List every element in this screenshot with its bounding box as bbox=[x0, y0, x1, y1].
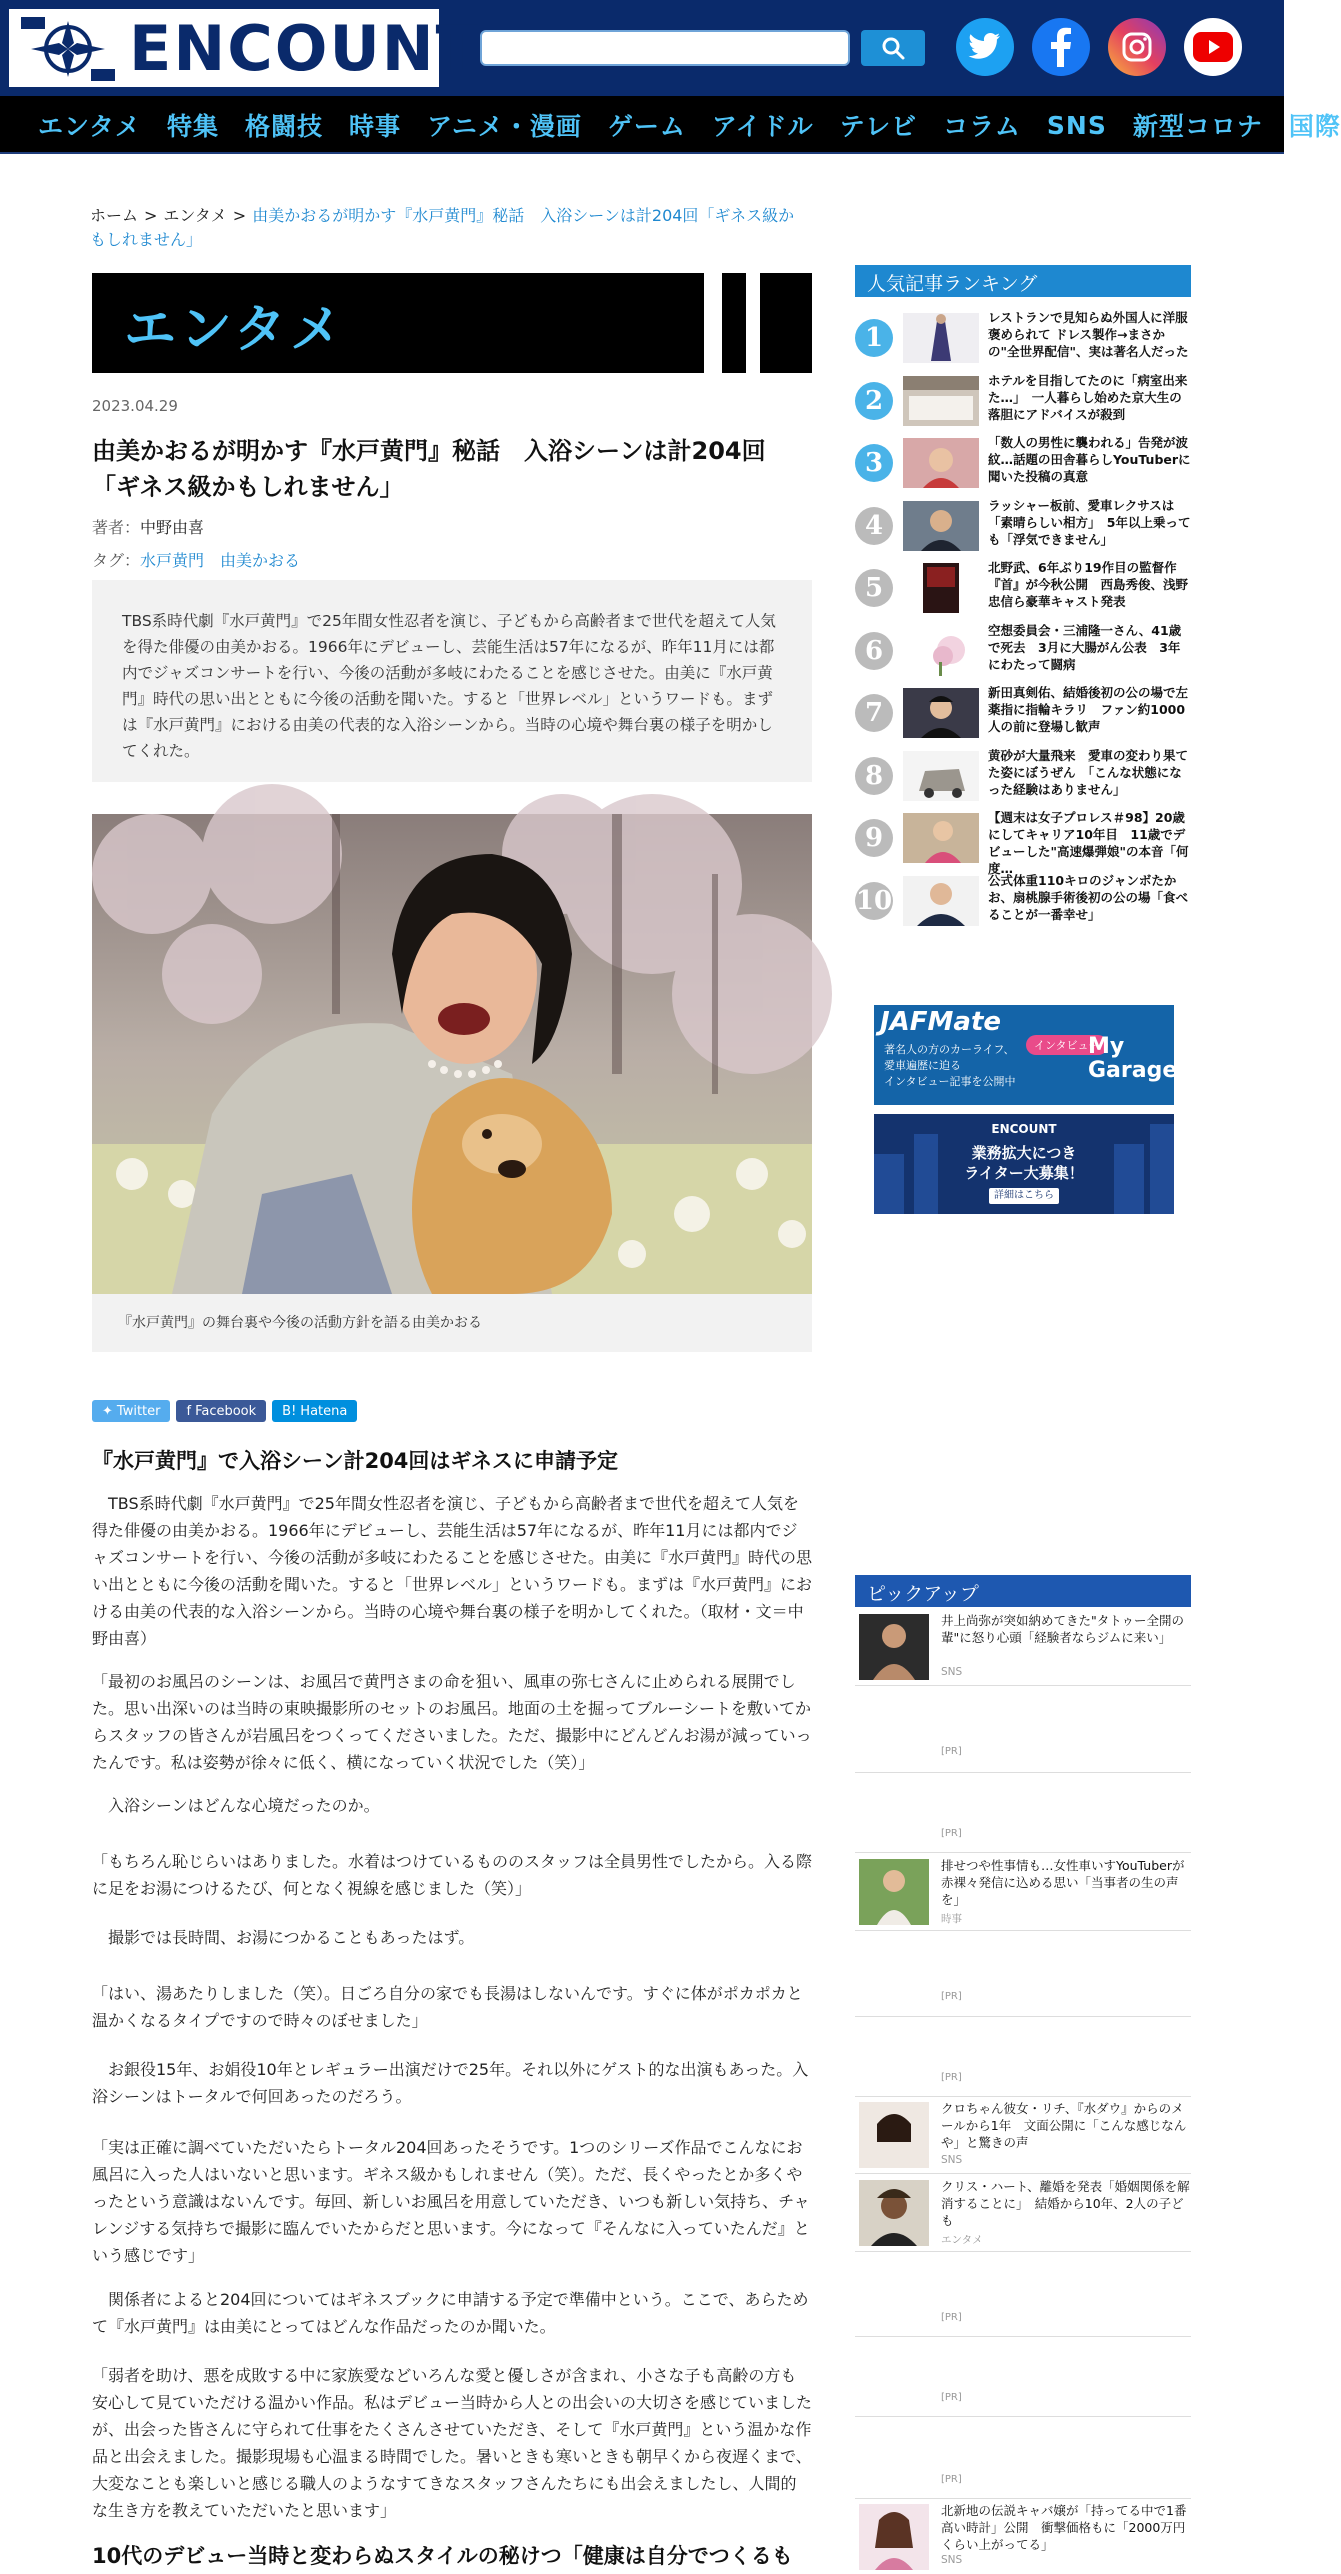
banner-stripe bbox=[704, 273, 722, 373]
ad2-line2: ライター大募集！ bbox=[964, 1164, 1084, 1182]
ad-jafmate-banner[interactable] bbox=[874, 1005, 1178, 1105]
ranking-item[interactable] bbox=[855, 309, 1191, 365]
divider bbox=[855, 2416, 1191, 2417]
share-hatena-button[interactable] bbox=[272, 1400, 357, 1422]
pickup-category: SNS bbox=[941, 2154, 963, 2166]
ranking-item[interactable] bbox=[855, 872, 1191, 928]
divider bbox=[855, 2336, 1191, 2337]
pr-label: [PR] bbox=[941, 1991, 962, 2002]
article-paragraph: 入浴シーンはどんな心境だったのか。 bbox=[92, 1796, 380, 1815]
ranking-item[interactable] bbox=[855, 497, 1191, 553]
thumbnail-image bbox=[859, 1614, 929, 1680]
nav-item-jiji[interactable]: 時事 bbox=[349, 112, 402, 141]
rank-thumbnail bbox=[903, 876, 979, 926]
ranking-item[interactable] bbox=[855, 559, 1191, 615]
nav-item-anime[interactable]: アニメ・漫画 bbox=[427, 112, 582, 141]
pickup-category: SNS bbox=[941, 1666, 963, 1678]
category-banner bbox=[92, 273, 812, 373]
category-banner-title: エンタメ bbox=[124, 300, 346, 360]
article-summary: TBS系時代劇『水戸黄門』で25年間女性忍者を演じ、子どもから高齢者まで世代を超えて人気を得た俳優の由美かおる。1966年にデビューし、芸能生活は57年になるが、昨年11月には都内でジャズコンサートを行い、今後の活動が多岐にわたることを感じさせた。由美に『水戸黄門』時代の思い出とともに今後の活動を聞いた。すると「世界レベル」というワードも。まずは『水戸黄門』における由美の代表的な入浴シーンから。当時の心境や舞台裏の様子を明かしてくれた。 bbox=[92, 580, 812, 782]
rank-badge: 9 bbox=[855, 819, 893, 857]
breadcrumb-current[interactable]: 由美かおるが明かす『水戸黄門』秘話 入浴シーンは計204回「ギネス級かもしれません」 bbox=[90, 206, 795, 249]
rank-thumbnail bbox=[903, 438, 979, 488]
rank-title: 公式体重110キロのジャンボたかお、扇桃腺手術後初の公の場「食べることが一番幸せ」 bbox=[988, 873, 1189, 922]
pickup-title: 排せつや性事情も…女性車いすYouTuberが赤裸々発信に込める思い「当事者の生の声を」 bbox=[941, 1858, 1185, 1907]
rank-thumbnail bbox=[903, 626, 979, 676]
thumbnail-image bbox=[859, 2102, 929, 2168]
twitter-link[interactable] bbox=[956, 18, 1014, 76]
nav-item-corona[interactable]: 新型コロナ bbox=[1132, 112, 1263, 141]
nav-item-kokusai[interactable]: 国際 bbox=[1288, 112, 1341, 141]
rank-badge: 2 bbox=[855, 382, 893, 420]
thumbnail-image bbox=[903, 876, 979, 926]
site-logo[interactable] bbox=[6, 6, 480, 90]
pickup-thumbnail bbox=[859, 1859, 929, 1925]
article-photo bbox=[92, 814, 812, 1294]
pickup-thumbnail bbox=[859, 2180, 929, 2246]
rank-thumbnail bbox=[903, 813, 979, 863]
article-tags bbox=[92, 548, 316, 571]
divider bbox=[855, 2498, 1191, 2499]
pickup-category: エンタメ bbox=[941, 2234, 983, 2246]
pickup-category: 時事 bbox=[941, 1913, 962, 1925]
facebook-icon bbox=[1050, 27, 1072, 67]
rank-title: ホテルを目指してたのに「病室出来た…」 一人暮らし始めた京大生の落胆にアドバイスが殺到 bbox=[988, 373, 1188, 422]
pr-label: [PR] bbox=[941, 2072, 962, 2083]
headline-line2: 「ギネス級かもしれません」 bbox=[92, 473, 404, 501]
photo-caption: 『水戸黄門』の舞台裏や今後の活動方針を語る由美かおる bbox=[92, 1294, 812, 1352]
instagram-icon bbox=[1121, 31, 1153, 63]
article-subheading: 『水戸黄門』で入浴シーン計204回はギネスに申請予定 bbox=[92, 1449, 618, 1473]
thumbnail-image bbox=[903, 376, 979, 426]
share-twitter-label: Twitter bbox=[116, 1403, 161, 1419]
rank-badge: 5 bbox=[855, 569, 893, 607]
nav-item-column[interactable]: コラム bbox=[943, 112, 1021, 141]
pickup-item[interactable] bbox=[855, 2500, 1191, 2568]
ranking-header: 人気記事ランキング bbox=[855, 265, 1191, 297]
ranking-item[interactable] bbox=[855, 809, 1191, 876]
pickup-title: 北新地の伝説キャバ嬢が「持ってる中で1番高い時計」公開 衝撃価格もに「2000万円くらい上がってる」 bbox=[941, 2503, 1187, 2552]
thumbnail-image bbox=[903, 501, 979, 551]
headline-line1: 由美かおるが明かす『水戸黄門』秘話 入浴シーンは計204回 bbox=[92, 437, 766, 465]
site-header bbox=[0, 0, 1284, 96]
ad1-right: My Garage bbox=[1088, 1034, 1178, 1083]
share-hatena-label: Hatena bbox=[300, 1403, 348, 1419]
pickup-title: クリス・ハート、離婚を発表「婚姻関係を解消することに」 結婚から10年、2人の子ども bbox=[941, 2179, 1190, 2228]
nav-item-game[interactable]: ゲーム bbox=[607, 112, 686, 141]
thumbnail-image bbox=[903, 438, 979, 488]
nav-item-sns[interactable]: SNS bbox=[1046, 110, 1107, 140]
thumbnail-image bbox=[859, 2504, 929, 2570]
author-label: 著者： bbox=[92, 518, 141, 537]
tag-link[interactable]: 水戸黄門 bbox=[140, 551, 205, 570]
divider bbox=[855, 1852, 1191, 1853]
ad-writer-recruit-banner[interactable] bbox=[874, 1114, 1174, 1214]
facebook-icon: f bbox=[186, 1403, 192, 1419]
banner-stripe bbox=[746, 273, 760, 373]
youtube-icon bbox=[1193, 32, 1233, 62]
article-paragraph: 「実は正確に調べていただいたらトータル204回あったそうです。1つのシリーズ作品でこんなにお風呂に入った人はいないと思います。ギネス級かもしれません（笑）。ただ、長くやったとか多くやったという意識はないんです。毎回、新しいお風呂を用意していただき、いつも新しい気持ち、チャレンジする気持ちで撮影に臨んでいたからだと思います。今になって『そんなに入っていたんだ』という感じです」 bbox=[92, 2138, 810, 2265]
thumbnail-image bbox=[903, 813, 979, 863]
article-paragraph: 関係者によると204回についてはギネスブックに申請する予定で準備中という。ここで、あらためて『水戸黄門』は由美にとってはどんな作品だったのか聞いた。 bbox=[92, 2290, 809, 2336]
nav-item-tv[interactable]: テレビ bbox=[839, 112, 918, 141]
rank-thumbnail bbox=[903, 376, 979, 426]
ad2-button[interactable]: 詳細はこちら bbox=[989, 1188, 1059, 1204]
article-paragraph: 「弱者を助け、悪を成敗する中に家族愛などいろんな愛と優しさが含まれ、小さな子も高齢の方も安心して見ていただける温かい作品。私はデビュー当時から人との出会いの大切さを感じていましたが、出会った皆さんに守られて仕事をたくさんさせていただき、そして『水戸黄門』という温かな作品と出会えました。撮影現場も心温まる時間でした。暑いときも寒いときも朝早くから夜遅くまで、大変なことも楽しいと感じる職人のようなすてきなスタッフさんたちにも出会えましたし、人間的な生き方を教えていただいたと思います」 bbox=[92, 2366, 813, 2520]
ad1-sub2: 愛車遍歴に迫る bbox=[884, 1059, 961, 1072]
rank-thumbnail bbox=[903, 563, 979, 613]
breadcrumb-category[interactable]: エンタメ bbox=[163, 206, 227, 225]
pickup-item[interactable] bbox=[855, 2176, 1191, 2252]
ad1-badge: インタビュー bbox=[1026, 1035, 1108, 1055]
twitter-icon: ✦ bbox=[102, 1403, 113, 1419]
rank-badge: 3 bbox=[855, 444, 893, 482]
rank-badge: 7 bbox=[855, 694, 893, 732]
ranking-item[interactable] bbox=[855, 622, 1191, 678]
share-facebook-button[interactable] bbox=[176, 1400, 266, 1422]
pr-label: [PR] bbox=[941, 2312, 962, 2323]
search-input[interactable] bbox=[480, 30, 850, 66]
breadcrumb-sep: > bbox=[144, 206, 158, 225]
rank-thumbnail bbox=[903, 751, 979, 801]
rank-title: 【週末は女子プロレス＃98】20歳にしてキャリア10年目 11歳でデビューした"高速爆弾娘"の本音「何度… bbox=[988, 810, 1189, 876]
main-nav bbox=[0, 96, 1341, 154]
breadcrumb-sep: > bbox=[232, 206, 247, 225]
search-icon bbox=[880, 35, 906, 61]
article-paragraph: TBS系時代劇『水戸黄門』で25年間女性忍者を演じ、子どもから高齢者まで世代を超えて人気を得た俳優の由美かおる。1966年にデビューし、芸能生活は57年になるが、昨年11月には都内でジャズコンサートを行い、今後の活動が多岐にわたることを感じさせた。由美に『水戸黄門』時代の思い出とともに今後の活動を聞いた。すると「世界レベル」というワードも。まずは『水戸黄門』における由美の代表的な入浴シーンから。当時の心境や舞台裏の様子を明かしてくれた。（取材・文＝中野由喜） bbox=[92, 1494, 813, 1648]
pr-label: [PR] bbox=[941, 1746, 962, 1757]
rank-title: 空想委員会・三浦隆一さん、41歳で死去 3月に大腸がん公表 3年にわたって闘病 bbox=[988, 623, 1182, 672]
tag-label: タグ： bbox=[92, 551, 141, 570]
rank-title: ラッシャー板前、愛車レクサスは「素晴らしい相方」 5年以上乗っても「浮気できません」 bbox=[988, 498, 1191, 547]
breadcrumb-home[interactable]: ホーム bbox=[90, 206, 139, 225]
thumbnail-image bbox=[903, 751, 979, 801]
pickup-thumbnail bbox=[859, 2504, 929, 2570]
article-paragraph: お銀役15年、お娟役10年とレギュラー出演だけで25年。それ以外にゲスト的な出演もあった。入浴シーンはトータルで何回あったのだろう。 bbox=[92, 2060, 809, 2106]
twitter-icon bbox=[969, 33, 1001, 61]
article-paragraph: 撮影では長時間、お湯につかることもあったはず。 bbox=[92, 1928, 475, 1947]
divider bbox=[855, 2016, 1191, 2017]
thumbnail-image bbox=[903, 563, 979, 613]
search-button[interactable] bbox=[861, 30, 925, 66]
tag-link[interactable]: 由美かおる bbox=[220, 551, 301, 570]
pr-label: [PR] bbox=[941, 1828, 962, 1839]
pickup-thumbnail bbox=[859, 2102, 929, 2168]
article-photo-image bbox=[92, 814, 812, 1294]
pickup-title: クロちゃん彼女・リチ、『水ダウ』からのメールから1年 文面公開に「こんな感じなんや」と驚きの声 bbox=[941, 2101, 1187, 2150]
breadcrumb bbox=[90, 204, 810, 252]
share-twitter-button[interactable] bbox=[92, 1400, 170, 1422]
rank-badge: 1 bbox=[855, 319, 893, 357]
article-paragraph: 「最初のお風呂のシーンは、お風呂で黄門さまの命を狙い、風車の弥七さんに止められる展開でした。思い出深いのは当時の東映撮影所のセットのお風呂。地面の土を掘ってブルーシートを敷いてからスタッフの皆さんが岩風呂をつくってくださいました。ただ、撮影中にどんどんお湯が減っていったんです。私は姿勢が徐々に低く、横になっていく状況でした（笑）」 bbox=[92, 1672, 812, 1772]
rank-title: 新田真剣佑、結婚後初の公の場で左薬指に指輪キラリ ファン約1000人の前に登場し歓声 bbox=[988, 685, 1189, 734]
thumbnail-image bbox=[903, 688, 979, 738]
rank-thumbnail bbox=[903, 313, 979, 363]
divider bbox=[855, 2096, 1191, 2097]
article-subheading: 10代のデビュー当時と変わらぬスタイルの秘けつ「健康は自分でつくるも bbox=[92, 2544, 793, 2568]
rank-thumbnail bbox=[903, 688, 979, 738]
pickup-item[interactable] bbox=[855, 1855, 1191, 1931]
logo-mark-icon bbox=[19, 15, 117, 83]
rank-title: レストランで見知らぬ外国人に洋服褒められて ドレス製作→まさかの"全世界配信"、実は著名人だった bbox=[988, 310, 1189, 359]
instagram-link[interactable] bbox=[1108, 18, 1166, 76]
thumbnail-image bbox=[903, 626, 979, 676]
nav-item-idol[interactable]: アイドル bbox=[711, 112, 814, 141]
facebook-link[interactable] bbox=[1032, 18, 1090, 76]
rank-badge: 4 bbox=[855, 507, 893, 545]
article-paragraph: 「もちろん恥じらいはありました。水着はつけているもののスタッフは全員男性でしたから。入る際に足をお湯につけるたび、何となく視線を感じました（笑）」 bbox=[92, 1852, 813, 1898]
ad1-sub3: インタビュー記事を公開中 bbox=[884, 1075, 1016, 1088]
pr-label: [PR] bbox=[941, 2474, 962, 2485]
pickup-thumbnail bbox=[859, 1614, 929, 1680]
share-facebook-label: Facebook bbox=[195, 1403, 257, 1419]
pickup-title: 井上尚弥が突如納めてきた"タトゥー全開の輩"に怒り心頭「経験者ならジムに来い」 bbox=[941, 1613, 1184, 1645]
article-headline bbox=[92, 433, 812, 505]
ranking-item[interactable] bbox=[855, 684, 1191, 740]
nav-item-entame[interactable]: エンタメ bbox=[38, 112, 142, 141]
hatena-icon: B! bbox=[282, 1403, 297, 1419]
ad2-line1: 業務拡大につき bbox=[971, 1144, 1077, 1162]
rank-title: 「数人の男性に襲われる」告発が波紋…話題の田舎暮らしYouTuberに聞いた投稿の真意 bbox=[988, 435, 1191, 484]
ad1-title: JAFMate bbox=[880, 1007, 1002, 1037]
ranking-item[interactable] bbox=[855, 372, 1191, 428]
ranking-item[interactable] bbox=[855, 434, 1191, 490]
pickup-item[interactable] bbox=[855, 1610, 1191, 1686]
nav-item-tokushu[interactable]: 特集 bbox=[167, 112, 220, 141]
article-paragraph: 「はい、湯あたりしました（笑）。日ごろ自分の家でも長湯はしないんです。すぐに体がポカポカと温かくなるタイプですので時々のぼせました」 bbox=[92, 1984, 803, 2030]
pickup-category: SNS bbox=[941, 2554, 963, 2566]
article-author bbox=[92, 515, 204, 538]
divider bbox=[855, 1772, 1191, 1773]
thumbnail-image bbox=[859, 1859, 929, 1925]
ad2-logo: ENCOUNT bbox=[991, 1122, 1057, 1136]
thumbnail-image bbox=[903, 313, 979, 363]
rank-badge: 8 bbox=[855, 757, 893, 795]
ranking-item[interactable] bbox=[855, 747, 1191, 803]
pr-label: [PR] bbox=[941, 2392, 962, 2403]
rank-badge: 6 bbox=[855, 632, 893, 670]
share-buttons bbox=[92, 1400, 357, 1422]
author-name: 中野由喜 bbox=[140, 518, 205, 537]
rank-title: 北野武、6年ぶり19作目の監督作『首』が今秋公開 西島秀俊、浅野忠信ら豪華キャスト発表 bbox=[988, 560, 1189, 609]
rank-badge: 10 bbox=[855, 882, 893, 920]
rank-title: 黄砂が大量飛来 愛車の変わり果てた姿にぼうぜん 「こんな状態になった経験はありません」 bbox=[988, 748, 1189, 797]
logo-text: ENCOUNT bbox=[129, 12, 480, 85]
rank-thumbnail bbox=[903, 501, 979, 551]
ad1-sub1: 著名人の方のカーライフ、 bbox=[884, 1043, 1015, 1056]
thumbnail-image bbox=[859, 2180, 929, 2246]
youtube-link[interactable] bbox=[1184, 18, 1242, 76]
pickup-item[interactable] bbox=[855, 2098, 1191, 2174]
pickup-header: ピックアップ bbox=[855, 1575, 1191, 1607]
nav-item-kakutougi[interactable]: 格闘技 bbox=[245, 112, 324, 141]
article-date: 2023.04.29 bbox=[92, 397, 178, 415]
